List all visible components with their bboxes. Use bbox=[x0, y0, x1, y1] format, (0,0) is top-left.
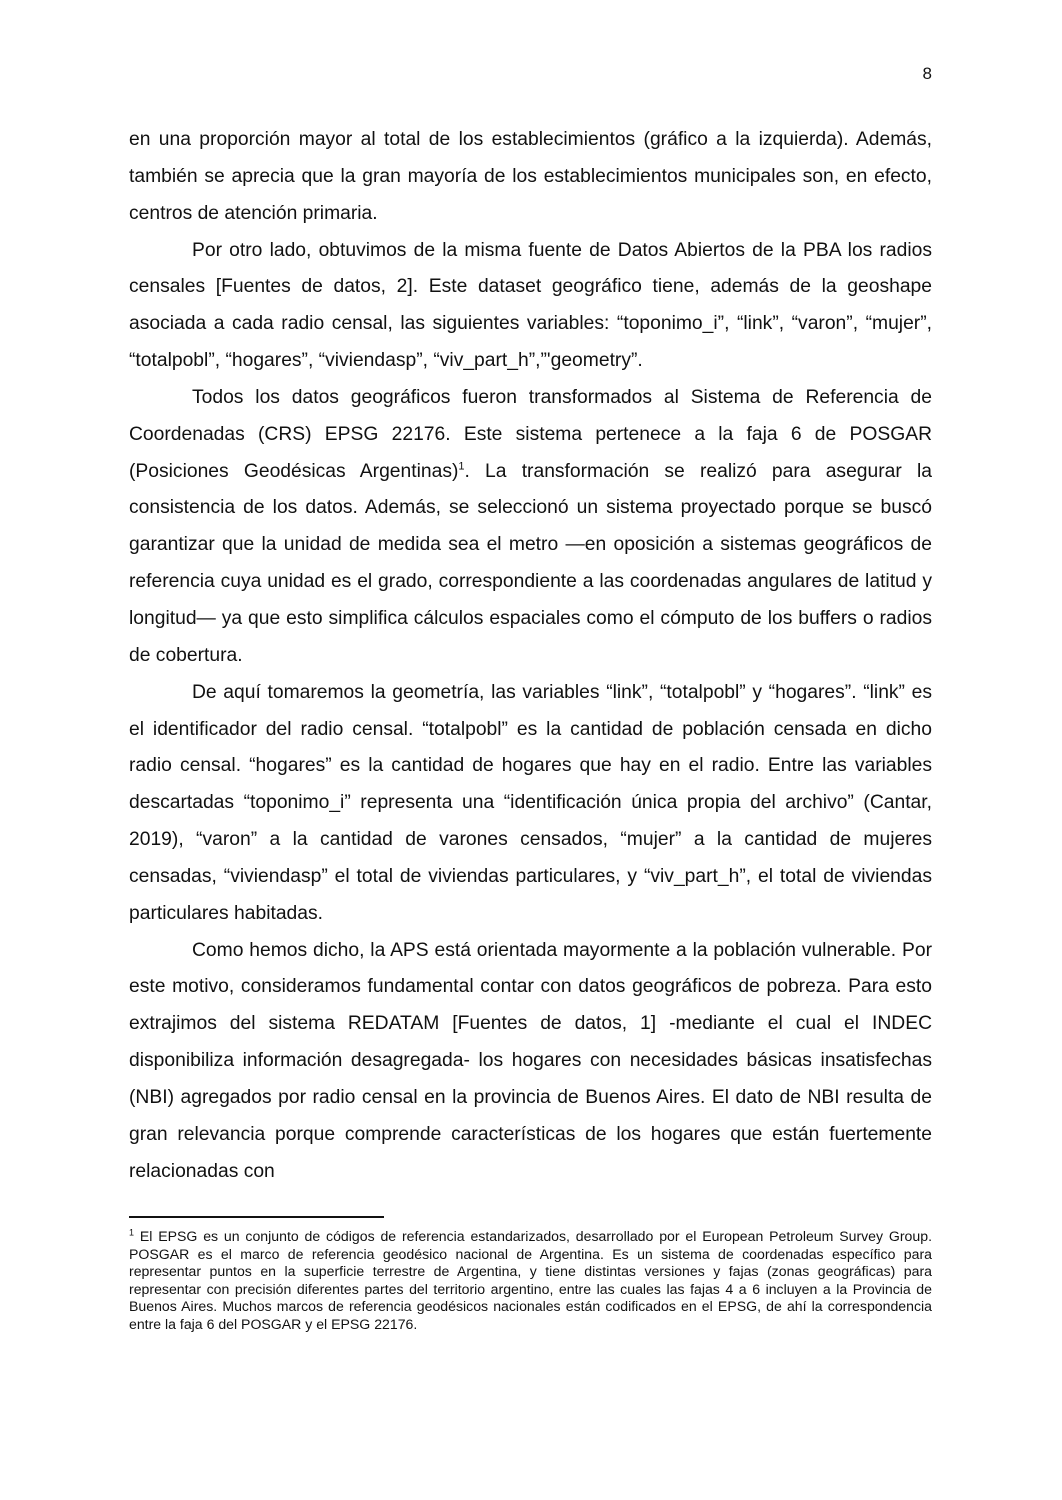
page-number: 8 bbox=[922, 64, 932, 83]
paragraph-variables: De aquí tomaremos la geometría, las variables “link”, “totalpobl” y “hogares”. “link” es el identificador del radio censal. “totalpobl” es la cantidad de población censada en dicho radio censal. “hogares” es la cantidad de hogares que hay en el radio. Entre las variables descartadas “toponimo_i” representa una “identificación única propia del archivo” (Cantar, 2019), “varon” a la cantidad de varones censados, “mujer” a la cantidad de mujeres censadas, “viviendasp” el total de viviendas particulares, y “viv_part_h”, el total de viviendas particulares habitadas. bbox=[129, 681, 932, 924]
paragraph-radios-censales: Por otro lado, obtuvimos de la misma fuente de Datos Abiertos de la PBA los radios censales [Fuentes de datos, 2]. Este dataset geográfico tiene, además de la geoshape asociada a cada radio censal, las siguientes variables: “toponimo_i”, “link”, “varon”, “mujer”, “totalpobl”, “hogares”, “viviendasp”, “viv_part_h”,”'geometry”. bbox=[129, 239, 932, 372]
body-text bbox=[129, 122, 932, 1190]
crs-text-after-ref: . La transformación se realizó para asegurar la consistencia de los datos. Además, se seleccionó un sistema proyectado porque se buscó garantizar que la unidad de medida sea el metro —en oposición a sistemas geográficos de referencia cuya unidad es el grado, correspondiente a las coordenadas angulares de latitud y longitud— ya que esto simplifica cálculos espaciales como el cómputo de los buffers o radios de cobertura. bbox=[129, 460, 932, 666]
footnote-marker: 1 bbox=[129, 1227, 135, 1238]
footnote-separator bbox=[129, 1216, 384, 1218]
paragraph-continuation: en una proporción mayor al total de los establecimientos (gráfico a la izquierda). Además, también se aprecia que la gran mayoría de los establecimientos municipales son, en efecto, centros de atención primaria. bbox=[129, 129, 932, 224]
paragraph-crs-transformation bbox=[129, 380, 932, 675]
footnote-reference[interactable]: 1 bbox=[458, 460, 465, 473]
crs-text-before-ref: Todos los datos geográficos fueron transformados al Sistema de Referencia de Coordenadas (CRS) EPSG 22176. Este sistema pertenece a la faja 6 de POSGAR (Posiciones Geodésicas Argentinas) bbox=[129, 386, 932, 482]
paragraph-nbi: Como hemos dicho, la APS está orientada mayormente a la población vulnerable. Por este motivo, consideramos fundamental contar con datos geográficos de pobreza. Para esto extrajimos del sistema REDATAM [Fuentes de datos, 1] -mediante el cual el INDEC disponibiliza información desagregada- los hogares con necesidades básicas insatisfechas (NBI) agregados por radio censal en la provincia de Buenos Aires. El dato de NBI resulta de gran relevancia porque comprende características de los hogares que están fuertemente relacionadas con bbox=[129, 939, 932, 1182]
footnote-text: El EPSG es un conjunto de códigos de referencia estandarizados, desarrollado por el European Petroleum Survey Group. POSGAR es el marco de referencia geodésico nacional de Argentina. Es un sistema de coordenadas específico para representar puntos en la superficie terrestre de Argentina, y tiene distintas versiones y fajas (zonas geográficas) para representar con precisión diferentes partes del territorio argentino, entre las cuales las fajas 4 a 6 incluyen a la Provincia de Buenos Aires. Muchos marcos de referencia geodésicos nacionales están codificados en el EPSG, de ahí la correspondencia entre la faja 6 del POSGAR y el EPSG 22176. bbox=[129, 1228, 932, 1332]
footnote bbox=[129, 1228, 932, 1334]
